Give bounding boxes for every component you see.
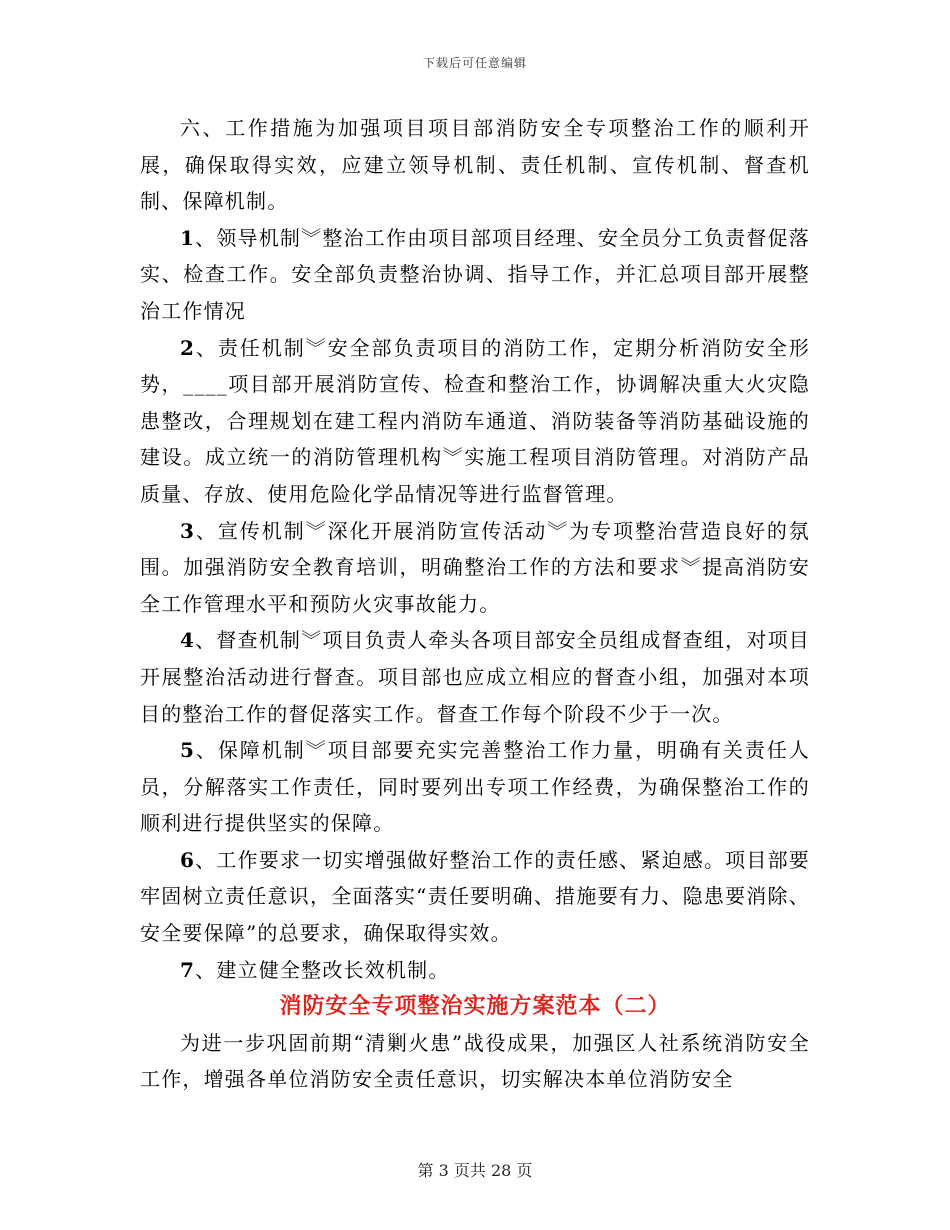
- paragraph-work-measures: [140, 110, 810, 220]
- paragraph-work-requirements: [140, 842, 810, 952]
- header-note: 下载后可任意编辑: [422, 56, 527, 70]
- paragraph-text: 、责任机制︾安全部负责项目的消防工作，定期分析消防安全形势，____项目部开展消防宣传、检查和整治工作，协调解决重大火灾隐患整改，合理规划在建工程内消防车通道、消防装备等消防基础设施的建设。成立统一的消防管理机构︾实施工程项目消防管理。对消防产品质量、存放、使用危险化学品情况等进行监督管理。: [140, 335, 810, 506]
- page-footer: 第 3 页共 28 页: [417, 1161, 533, 1180]
- paragraph-responsibility-mechanism: [140, 330, 810, 513]
- paragraph-leadership-mechanism: [140, 220, 810, 330]
- paragraph-supervision-mechanism: [140, 622, 810, 732]
- paragraph-publicity-mechanism: [140, 513, 810, 623]
- paragraph-number: 3: [180, 518, 196, 543]
- document-body: [140, 110, 810, 1098]
- paragraph-text: 、督查机制︾项目负责人牵头各项目部安全员组成督查组，对项目开展整治活动进行督查。项目部也应成立相应的督查小组，加强对本项目的整治工作的督促落实工作。督查工作每个阶段不少于一次。: [140, 628, 810, 726]
- intro-paragraph: 为进一步巩固前期“清剿火患”战役成果，加强区人社系统消防安全工作，增强各单位消防安全责任意识，切实解决本单位消防安全: [140, 1030, 810, 1092]
- paragraph-number: 4: [180, 628, 196, 653]
- section-title: 消防安全专项整治实施方案范本（二）: [279, 993, 671, 1020]
- paragraph-text: 、宣传机制︾深化开展消防宣传活动︾为专项整治营造良好的氛围。加强消防安全教育培训，明确整治工作的方法和要求︾提高消防安全工作管理水平和预防火灾事故能力。: [140, 518, 810, 616]
- paragraph-text: 六、工作措施为加强项目项目部消防安全专项整治工作的顺利开展，确保取得实效，应建立领导机制、责任机制、宣传机制、督查机制、保障机制。: [140, 116, 810, 214]
- paragraph-text: 、保障机制︾项目部要充实完善整治工作力量，明确有关责任人员，分解落实工作责任，同时要列出专项工作经费，为确保整治工作的顺利进行提供坚实的保障。: [140, 738, 810, 836]
- paragraph-number: 6: [180, 847, 196, 872]
- paragraph-long-term-mechanism: [140, 952, 810, 989]
- paragraph-text: 、领导机制︾整治工作由项目部项目经理、安全员分工负责督促落实、检查工作。安全部负责整治协调、指导工作，并汇总项目部开展整治工作情况: [140, 225, 810, 323]
- paragraph-number: 2: [180, 335, 196, 360]
- paragraph-number: 5: [180, 738, 196, 763]
- paragraph-text: 、建立健全整改长效机制。: [195, 957, 450, 982]
- paragraph-number: 1: [180, 225, 196, 250]
- paragraph-text: 、工作要求一切实增强做好整治工作的责任感、紧迫感。项目部要牢固树立责任意识，全面落实“责任要明确、措施要有力、隐患要消除、安全要保障”的总要求，确保取得实效。: [140, 847, 810, 946]
- paragraph-guarantee-mechanism: [140, 732, 810, 842]
- paragraph-number: 7: [180, 957, 196, 982]
